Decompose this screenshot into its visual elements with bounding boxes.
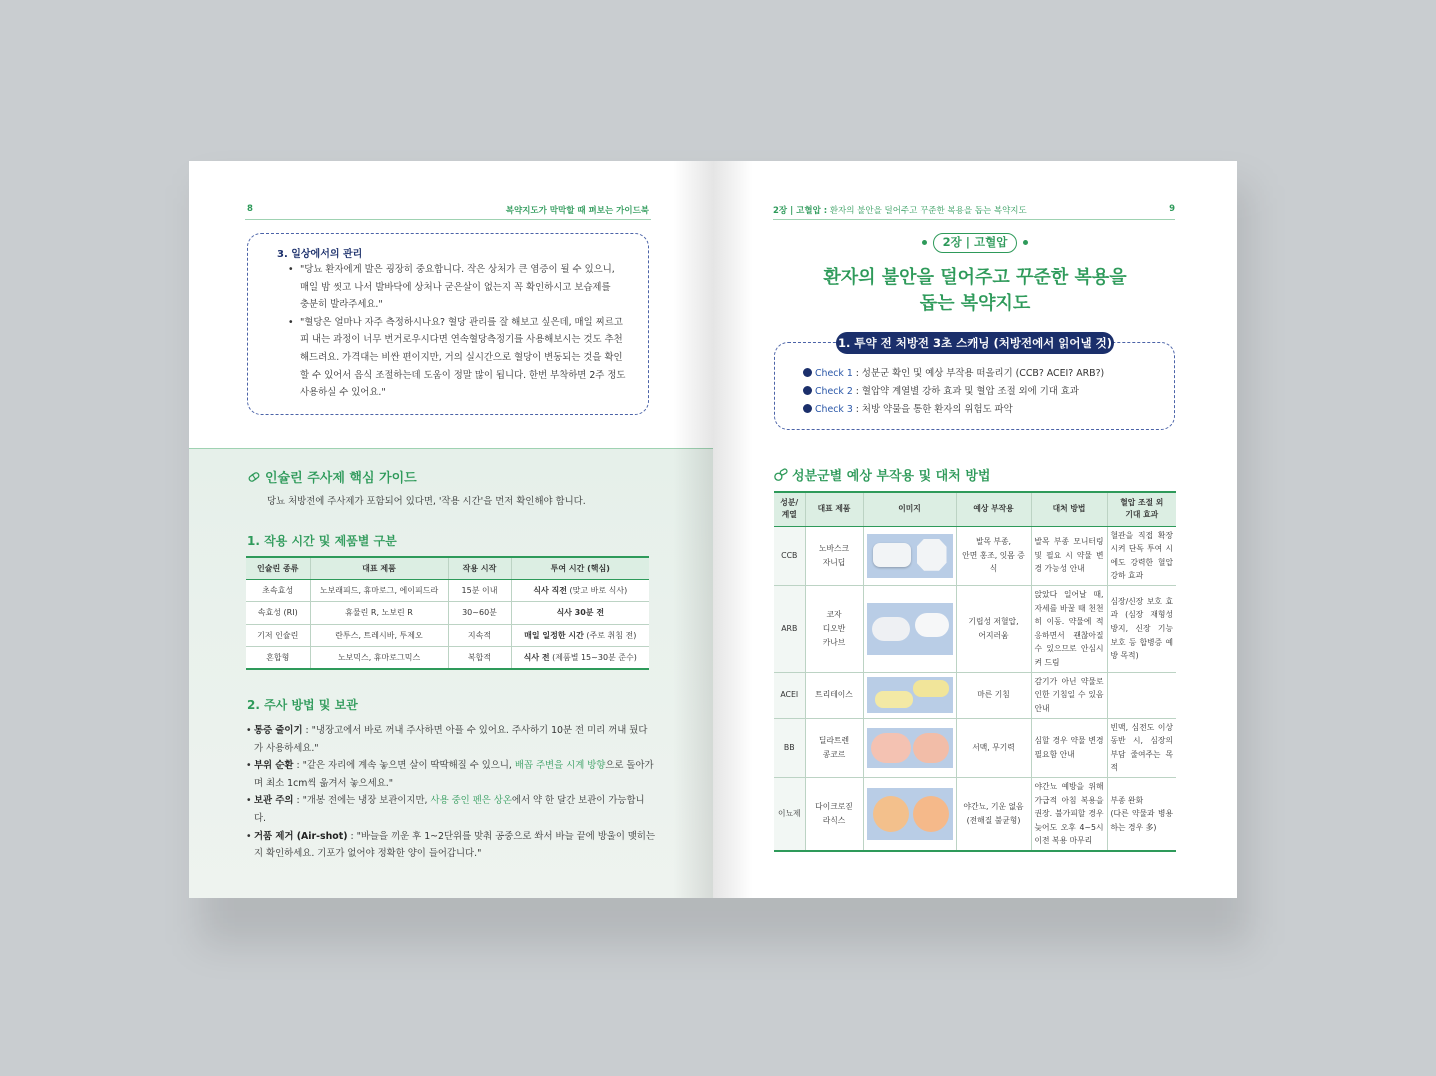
col-header: 인슐린 종류 xyxy=(246,557,310,579)
cell-extra: 심장/신장 보호 효과 (심장 재형성 방지, 신장 기능 보호 등 합병증 예방 목적) xyxy=(1107,585,1176,672)
table-row xyxy=(774,526,1176,585)
item-label: 보관 주의 xyxy=(254,795,294,807)
item-text-after: 으로 돌아가며 최소 1cm씩 옮겨서 놓으세요." xyxy=(254,760,654,789)
drug-photo-bb xyxy=(867,728,953,768)
sub-title-action-time: 1. 작용 시간 및 제품별 구분 xyxy=(247,534,397,548)
drug-photo-arb xyxy=(867,603,953,655)
cell: 복합적 xyxy=(448,647,511,670)
cell-image xyxy=(863,718,956,777)
col-header: 대처 방법 xyxy=(1031,492,1107,526)
line: 할 수 있어서 음식 조절하는데 도움이 정말 많이 됩니다. 한번 부착하면 2주 정도 xyxy=(300,369,626,381)
yellow-tablet xyxy=(913,680,949,697)
circle-bullet-icon xyxy=(803,404,812,413)
cell-bold: 식사 전 xyxy=(523,653,550,663)
check-label: Check 3 xyxy=(815,404,853,415)
cell-class: ARB xyxy=(774,585,805,672)
check-label: Check 2 xyxy=(815,386,853,397)
item-text: : "같은 자리에 계속 놓으면 살이 딱딱해질 수 있으니, xyxy=(293,760,515,772)
white-oval-tablet xyxy=(872,617,910,641)
running-header-chapter: 2장 | 고혈압 : xyxy=(773,206,828,216)
pills-icon xyxy=(774,468,788,482)
item-text-after: 에서 약 한 달간 보관이 가능합니다. xyxy=(254,795,645,824)
dot-left xyxy=(922,240,927,245)
daily-care-box xyxy=(247,233,649,415)
table-row xyxy=(774,672,1176,718)
cell-product: 트리테이스 xyxy=(805,672,863,718)
side-effects-section-title xyxy=(774,465,990,484)
page-title-line2: 돕는 복약지도 xyxy=(919,293,1031,314)
cell-product: 코자 디오반 카나브 xyxy=(805,585,863,672)
cell: 15분 이내 xyxy=(448,579,511,602)
item-text: : "바늘을 끼운 후 1~2단위를 맞춰 공중으로 쏴서 바늘 끝에 방울이 맺히는지 확인하세요. 기포가 없어야 정확한 양이 들어갑니다." xyxy=(254,830,656,860)
cell-image xyxy=(863,526,956,585)
cell-effects: 마른 기침 xyxy=(956,672,1031,718)
cell-class: BB xyxy=(774,718,805,777)
table-row xyxy=(246,579,649,602)
table-row xyxy=(246,624,649,647)
cell: 기저 인슐린 xyxy=(246,624,310,647)
item-highlight: 배꼽 주변을 시계 방향 xyxy=(514,760,606,772)
col-header: 예상 부작용 xyxy=(956,492,1031,526)
section-intro: 당뇨 처방전에 주사제가 포함되어 있다면, '작용 시간'을 먼저 확인해야 합니다. xyxy=(267,496,586,507)
chapter-pill: 2장 | 고혈압 xyxy=(933,233,1017,253)
tip-paragraph xyxy=(286,314,641,402)
cell-extra: 부종 완화 (다른 약물과 병용하는 경우 多) xyxy=(1107,778,1176,851)
pill-icon xyxy=(247,470,261,484)
cell: 30~60분 xyxy=(448,602,511,625)
check-text: : 처방 약물을 통한 환자의 위험도 파악 xyxy=(852,404,1013,415)
cell-effects: 서맥, 무기력 xyxy=(956,718,1031,777)
cell-class: 이뇨제 xyxy=(774,778,805,851)
white-tablet xyxy=(873,543,911,567)
check-label: Check 1 xyxy=(815,368,853,379)
cell-note: (주로 취침 전) xyxy=(583,630,637,640)
left-page xyxy=(189,161,713,898)
list-item xyxy=(246,792,656,827)
pink-tablet xyxy=(871,733,911,763)
cell-action: 심할 경우 약물 변경 필요함 안내 xyxy=(1031,718,1107,777)
cell-extra: 혈관을 직접 확장시켜 단독 투여 시에도 강력한 혈압 강하 효과 xyxy=(1107,526,1176,585)
col-header: 작용 시작 xyxy=(448,557,511,579)
line: • "당뇨 환자에게 발은 굉장히 중요합니다. 작은 상처가 큰 염증이 될 수 있으니, xyxy=(300,264,615,275)
col-header: 혈압 조절 외 기대 효과 xyxy=(1107,492,1176,526)
right-page xyxy=(713,161,1237,898)
list-item xyxy=(246,757,656,792)
line: 매일 밤 씻고 나서 발바닥에 상처나 굳은살이 없는지 꼭 확인하시고 보습제를 xyxy=(300,281,611,293)
cell-bold: 매일 일정한 시간 xyxy=(524,630,584,640)
col-header: 대표 제품 xyxy=(310,557,448,579)
orange-round-tablet xyxy=(913,796,949,832)
list-item xyxy=(246,722,656,757)
cell-note: (제품별 15~30분 준수) xyxy=(549,653,637,663)
white-octagon-tablet xyxy=(917,539,947,571)
cell-effects: 발목 부종, 안면 홍조, 잇몸 증식 xyxy=(956,526,1031,585)
line: 사용하실 수 있어요." xyxy=(300,387,386,399)
injection-tips-list xyxy=(246,722,656,863)
page-gutter-shade xyxy=(713,161,753,898)
page-title-line1: 환자의 불안을 덜어주고 꾸준한 복용을 xyxy=(823,267,1127,288)
cell-product: 노바스크 자니딥 xyxy=(805,526,863,585)
insulin-table xyxy=(246,556,649,670)
cell-product: 다이크로짇 라식스 xyxy=(805,778,863,851)
header-rule xyxy=(245,219,651,220)
box-body xyxy=(286,261,641,402)
cell-effects: 기립성 저혈압, 어지러움 xyxy=(956,585,1031,672)
cell: 혼합형 xyxy=(246,647,310,670)
cell-image xyxy=(863,585,956,672)
table-row xyxy=(774,718,1176,777)
orange-round-tablet xyxy=(873,796,909,832)
list-item xyxy=(246,828,656,863)
cell-action: 발목 부종 모니터링 및 필요 시 약물 변경 가능성 안내 xyxy=(1031,526,1107,585)
check-text: : 혈압약 계열별 강하 효과 및 혈압 조절 외에 기대 효과 xyxy=(852,386,1079,397)
line: 해드려요. 가격대는 비싼 편이지만, 거의 실시간으로 혈당이 변동되는 것을 확인 xyxy=(300,351,623,363)
cell-bold: 식사 직전 xyxy=(533,585,567,595)
cell-bold: 식사 30분 전 xyxy=(556,608,605,618)
scan-pill: 1. 투약 전 처방전 3초 스캐닝 (처방전에서 읽어낼 것) xyxy=(836,332,1114,354)
cell: 노보래피드, 휴마로그, 에이피드라 xyxy=(310,579,448,602)
cell xyxy=(511,602,649,625)
cell-note: (맞고 바로 식사) xyxy=(566,585,628,595)
tip-paragraph xyxy=(286,261,641,314)
line: 충분히 발라주세요." xyxy=(300,299,383,311)
item-text: : "냉장고에서 바로 꺼내 주사하면 아플 수 있어요. 주사하기 10분 전 미리 꺼내 뒀다가 사용하세요." xyxy=(254,725,648,754)
running-header xyxy=(773,204,1027,216)
table-row xyxy=(774,778,1176,851)
col-header: 이미지 xyxy=(863,492,956,526)
check-item xyxy=(803,365,1104,379)
cell-product: 딜라트렌 콩코르 xyxy=(805,718,863,777)
check-item xyxy=(803,383,1079,397)
cell-image xyxy=(863,672,956,718)
table-row xyxy=(246,647,649,670)
check-item xyxy=(803,401,1013,415)
section-title-text: 성분군별 예상 부작용 및 대처 방법 xyxy=(792,469,991,484)
cell: 노보믹스, 휴마로그믹스 xyxy=(310,647,448,670)
item-text: : "개봉 전에는 냉장 보관이지만, xyxy=(293,795,431,807)
insulin-section-title xyxy=(247,467,417,486)
table-row xyxy=(246,602,649,625)
cell: 란투스, 트레시바, 투제오 xyxy=(310,624,448,647)
cell-action: 앉았다 일어날 때, 자세를 바꿀 때 천천히 이동. 약물에 적응하면서 괜찮아질 수 있으므로 안심시켜 드림 xyxy=(1031,585,1107,672)
drug-photo-ccb xyxy=(867,534,953,578)
col-header: 투여 시간 (핵심) xyxy=(511,557,649,579)
cell-extra: 빈맥, 심전도 이상 동반 시, 심장의 부담 줄여주는 목적 xyxy=(1107,718,1176,777)
yellow-tablet xyxy=(875,691,913,708)
item-label: 거품 제거 (Air-shot) xyxy=(254,830,348,842)
table-row xyxy=(774,585,1176,672)
item-label: 통증 줄이기 xyxy=(254,725,303,736)
cell-extra xyxy=(1107,672,1176,718)
box-title: 3. 일상에서의 관리 xyxy=(277,249,363,260)
header-rule xyxy=(773,219,1175,220)
item-label: 부위 순환 xyxy=(254,760,294,772)
drug-photo-diuretic xyxy=(867,788,953,840)
cell-effects: 야간뇨, 기운 없음 (전해질 불균형) xyxy=(956,778,1031,851)
cell xyxy=(511,579,649,602)
item-highlight: 사용 중인 펜은 상온 xyxy=(430,795,512,807)
pink-tablet xyxy=(913,733,949,763)
col-header: 성분/ 계열 xyxy=(774,492,805,526)
circle-bullet-icon xyxy=(803,368,812,377)
side-effects-table xyxy=(774,491,1176,852)
drug-photo-acei xyxy=(867,677,953,713)
check-text: : 성분군 확인 및 예상 부작용 떠올리기 (CCB? ACEI? ARB?) xyxy=(852,368,1105,379)
cell-image xyxy=(863,778,956,851)
cell: 속효성 (RI) xyxy=(246,602,310,625)
line: 피 내는 과정이 너무 번거로우시다면 연속혈당측정기를 사용해보시는 것도 추천 xyxy=(300,334,623,346)
line: • "혈당은 얼마나 자주 측정하시나요? 혈당 관리를 잘 해보고 싶은데, 매일 찌르고 xyxy=(300,316,623,328)
cell-class: CCB xyxy=(774,526,805,585)
col-header: 대표 제품 xyxy=(805,492,863,526)
cell: 초속효성 xyxy=(246,579,310,602)
running-header: 복약지도가 막막할 때 펴보는 가이드북 xyxy=(505,206,649,216)
cell: 휴물린 R, 노보린 R xyxy=(310,602,448,625)
cell-action: 감기가 아닌 약물로 인한 기침일 수 있음 안내 xyxy=(1031,672,1107,718)
sub-title-injection: 2. 주사 방법 및 보관 xyxy=(247,698,358,712)
cell: 지속적 xyxy=(448,624,511,647)
cell xyxy=(511,624,649,647)
cell xyxy=(511,647,649,670)
circle-bullet-icon xyxy=(803,386,812,395)
page-number: 9 xyxy=(1169,204,1175,214)
running-header-title: 환자의 불안을 덜어주고 꾸준한 복용을 돕는 복약지도 xyxy=(827,206,1027,216)
cell-action: 야간뇨 예방을 위해 가급적 아침 복용을 권장. 불가피할 경우 늦어도 오후 4~5시 이전 복용 마무리 xyxy=(1031,778,1107,851)
section-title-text: 인슐린 주사제 핵심 가이드 xyxy=(265,471,417,486)
dot-right xyxy=(1023,240,1028,245)
page-number: 8 xyxy=(247,204,253,214)
white-oval-tablet xyxy=(915,613,949,637)
cell-class: ACEI xyxy=(774,672,805,718)
